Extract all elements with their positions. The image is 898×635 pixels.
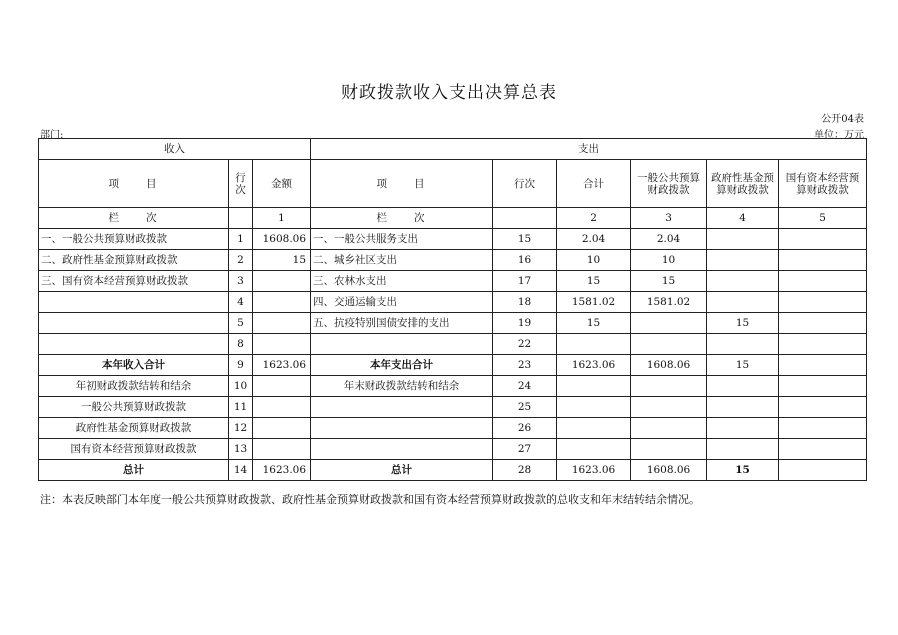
total-value: 10 <box>557 250 631 271</box>
expense-item: 二、城乡社区支出 <box>311 250 493 271</box>
fund-value: 15 <box>707 355 779 376</box>
unit-label: 单位：万元 <box>814 130 864 141</box>
expense-item <box>311 439 493 460</box>
income-amount: 15 <box>253 250 311 271</box>
state-capital-header: 国有资本经营预算财政拨款 <box>779 160 867 208</box>
income-item-header: 项 目 <box>39 160 229 208</box>
total-header: 合计 <box>557 160 631 208</box>
table-header <box>39 139 867 229</box>
general-value <box>631 334 707 355</box>
fund-value <box>707 271 779 292</box>
general-value <box>631 439 707 460</box>
state-value <box>779 292 867 313</box>
income-row-no: 3 <box>229 271 253 292</box>
expense-item <box>311 397 493 418</box>
state-value <box>779 313 867 334</box>
state-value <box>779 250 867 271</box>
income-item: 国有资本经营预算财政拨款 <box>39 439 229 460</box>
column-number-1: 1 <box>253 208 311 229</box>
income-item <box>39 334 229 355</box>
total-value: 1623.06 <box>557 355 631 376</box>
income-amount <box>253 418 311 439</box>
general-value: 1608.06 <box>631 355 707 376</box>
income-amount <box>253 292 311 313</box>
total-value <box>557 376 631 397</box>
total-value: 2.04 <box>557 229 631 250</box>
fund-value: 15 <box>707 460 779 481</box>
state-value <box>779 334 867 355</box>
income-row-no: 10 <box>229 376 253 397</box>
income-row-no: 5 <box>229 313 253 334</box>
column-label-blank <box>493 208 557 229</box>
income-row-no: 4 <box>229 292 253 313</box>
total-value: 1581.02 <box>557 292 631 313</box>
fund-value <box>707 292 779 313</box>
state-value <box>779 229 867 250</box>
expense-row-no: 28 <box>493 460 557 481</box>
total-value: 15 <box>557 313 631 334</box>
expense-item <box>311 334 493 355</box>
column-number-3: 3 <box>631 208 707 229</box>
table-row <box>39 439 867 460</box>
expense-row-no: 15 <box>493 229 557 250</box>
general-value: 1581.02 <box>631 292 707 313</box>
income-row-no: 9 <box>229 355 253 376</box>
total-value <box>557 418 631 439</box>
income-amount: 1623.06 <box>253 460 311 481</box>
form-code: 公开04表 <box>821 114 864 125</box>
expense-item: 三、农林水支出 <box>311 271 493 292</box>
table-row <box>39 313 867 334</box>
state-value <box>779 418 867 439</box>
general-value: 2.04 <box>631 229 707 250</box>
income-header: 收入 <box>39 139 311 160</box>
expense-row-no-header: 行次 <box>493 160 557 208</box>
fund-value <box>707 397 779 418</box>
column-label: 栏 次 <box>39 208 229 229</box>
income-amount: 1623.06 <box>253 355 311 376</box>
income-item: 年初财政拨款结转和结余 <box>39 376 229 397</box>
income-item: 本年收入合计 <box>39 355 229 376</box>
table-row <box>39 271 867 292</box>
total-value <box>557 334 631 355</box>
general-value: 10 <box>631 250 707 271</box>
fund-value <box>707 334 779 355</box>
footnote: 注：本表反映部门本年度一般公共预算财政拨款、政府性基金预算财政拨款和国有资本经营预算财政拨款的总收支和年末结转结余情况。 <box>40 493 700 506</box>
income-item: 三、国有资本经营预算财政拨款 <box>39 271 229 292</box>
general-value <box>631 418 707 439</box>
expense-header: 支出 <box>311 139 867 160</box>
income-row-no: 2 <box>229 250 253 271</box>
income-row-no: 13 <box>229 439 253 460</box>
expense-row-no: 25 <box>493 397 557 418</box>
income-row-no: 8 <box>229 334 253 355</box>
income-item <box>39 313 229 334</box>
table-row <box>39 229 867 250</box>
expense-item: 一、一般公共服务支出 <box>311 229 493 250</box>
budget-table <box>38 138 867 481</box>
table-row <box>39 250 867 271</box>
state-value <box>779 460 867 481</box>
table-row <box>39 376 867 397</box>
expense-row-no: 16 <box>493 250 557 271</box>
table-row <box>39 418 867 439</box>
state-value <box>779 397 867 418</box>
state-value <box>779 439 867 460</box>
income-amount <box>253 334 311 355</box>
income-amount <box>253 397 311 418</box>
income-item <box>39 292 229 313</box>
income-item: 总计 <box>39 460 229 481</box>
expense-item: 四、交通运输支出 <box>311 292 493 313</box>
state-value <box>779 355 867 376</box>
column-label-blank <box>229 208 253 229</box>
fund-value: 15 <box>707 313 779 334</box>
expense-row-no: 17 <box>493 271 557 292</box>
total-value: 15 <box>557 271 631 292</box>
page-title: 财政拨款收入支出决算总表 <box>341 83 557 103</box>
expense-row-no: 18 <box>493 292 557 313</box>
fund-value <box>707 376 779 397</box>
department-label: 部门: <box>40 130 64 141</box>
total-value: 1623.06 <box>557 460 631 481</box>
income-amount <box>253 376 311 397</box>
fund-value <box>707 439 779 460</box>
income-row-no: 1 <box>229 229 253 250</box>
fund-budget-header: 政府性基金预算财政拨款 <box>707 160 779 208</box>
expense-row-no: 26 <box>493 418 557 439</box>
total-value <box>557 439 631 460</box>
expense-row-no: 24 <box>493 376 557 397</box>
column-number-5: 5 <box>779 208 867 229</box>
expense-item <box>311 418 493 439</box>
general-value <box>631 376 707 397</box>
income-item: 二、政府性基金预算财政拨款 <box>39 250 229 271</box>
income-item: 政府性基金预算财政拨款 <box>39 418 229 439</box>
fund-value <box>707 229 779 250</box>
column-label-expense: 栏 次 <box>311 208 493 229</box>
column-number-2: 2 <box>557 208 631 229</box>
table-row <box>39 334 867 355</box>
table-row <box>39 292 867 313</box>
column-number-4: 4 <box>707 208 779 229</box>
income-row-no: 11 <box>229 397 253 418</box>
income-row-no: 14 <box>229 460 253 481</box>
general-value: 15 <box>631 271 707 292</box>
state-value <box>779 271 867 292</box>
expense-item: 本年支出合计 <box>311 355 493 376</box>
income-row-no: 12 <box>229 418 253 439</box>
general-value: 1608.06 <box>631 460 707 481</box>
fund-value <box>707 250 779 271</box>
expense-row-no: 22 <box>493 334 557 355</box>
table-body <box>39 229 867 481</box>
table-row <box>39 460 867 481</box>
income-item: 一般公共预算财政拨款 <box>39 397 229 418</box>
total-value <box>557 397 631 418</box>
income-row-no-header: 行次 <box>229 160 253 208</box>
income-amount <box>253 271 311 292</box>
general-value <box>631 313 707 334</box>
income-amount: 1608.06 <box>253 229 311 250</box>
general-value <box>631 397 707 418</box>
fund-value <box>707 418 779 439</box>
general-budget-header: 一般公共预算财政拨款 <box>631 160 707 208</box>
expense-row-no: 23 <box>493 355 557 376</box>
expense-item: 总计 <box>311 460 493 481</box>
income-amount <box>253 439 311 460</box>
expense-row-no: 27 <box>493 439 557 460</box>
state-value <box>779 376 867 397</box>
table-row <box>39 397 867 418</box>
expense-row-no: 19 <box>493 313 557 334</box>
income-amount <box>253 313 311 334</box>
expense-item: 年末财政拨款结转和结余 <box>311 376 493 397</box>
income-item: 一、一般公共预算财政拨款 <box>39 229 229 250</box>
expense-item: 五、抗疫特别国债安排的支出 <box>311 313 493 334</box>
table-row <box>39 355 867 376</box>
expense-item-header: 项 目 <box>311 160 493 208</box>
amount-header: 金额 <box>253 160 311 208</box>
